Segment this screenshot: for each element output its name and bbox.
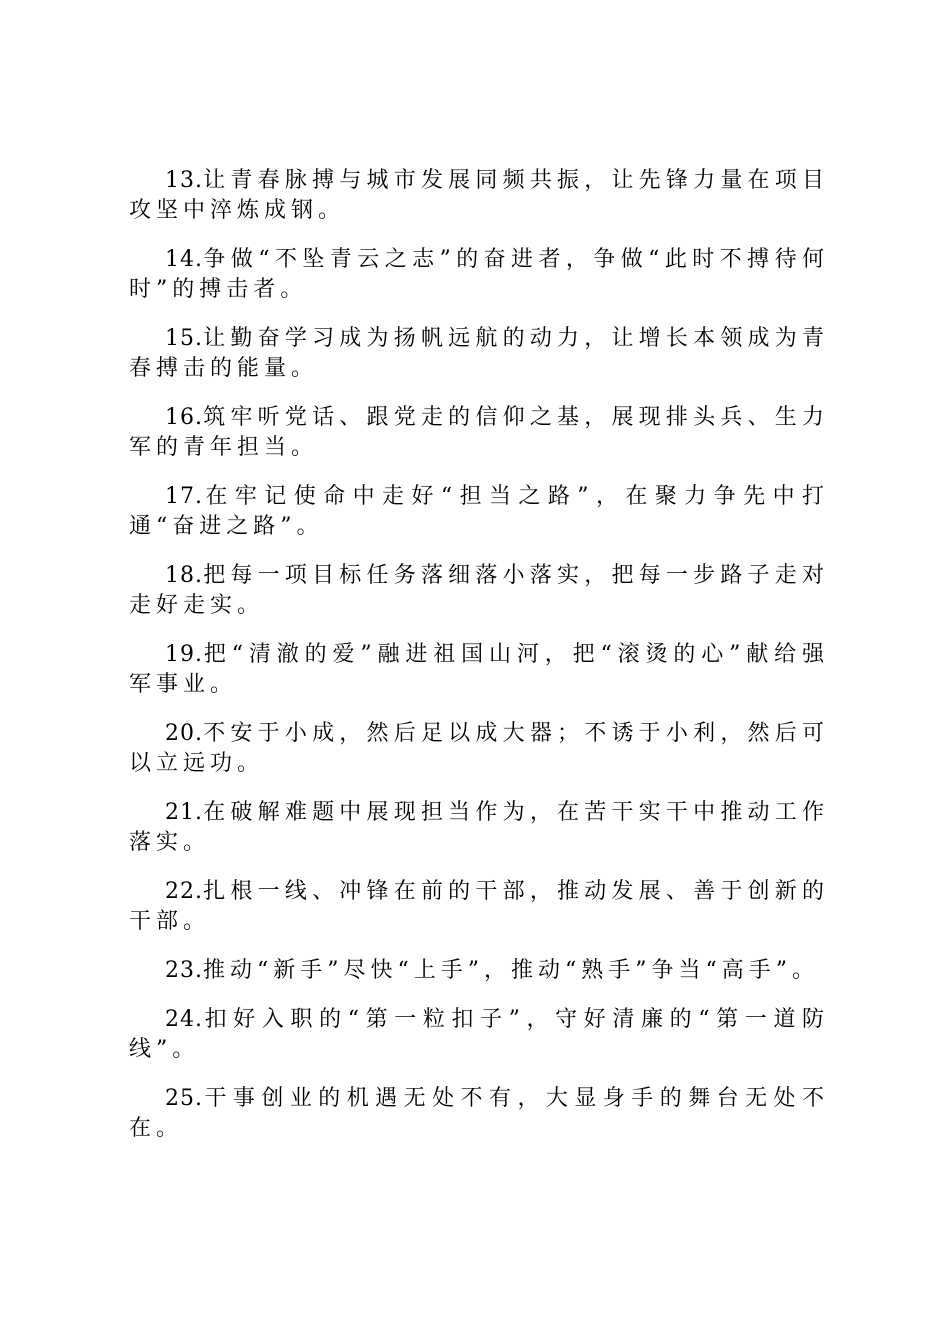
item-text: 干事创业的机遇无处不有，大显身手的舞台无处不在。 bbox=[129, 1086, 829, 1141]
item-text: 让青春脉搏与城市发展同频共振，让先锋力量在项目攻坚中淬炼成钢。 bbox=[129, 168, 829, 223]
item-text: 把“清澈的爱”融进祖国山河，把“滚烫的心”献给强军事业。 bbox=[129, 642, 829, 697]
list-item bbox=[129, 403, 829, 463]
list-item bbox=[129, 1084, 829, 1144]
list-item bbox=[129, 956, 829, 986]
list-item bbox=[129, 1005, 829, 1065]
item-number: 23. bbox=[165, 958, 203, 983]
item-number: 20. bbox=[165, 721, 203, 746]
list-item bbox=[129, 324, 829, 384]
item-text: 扣好入职的“第一粒扣子”，守好清廉的“第一道防线”。 bbox=[129, 1007, 829, 1062]
list-item bbox=[129, 640, 829, 700]
item-text: 在牢记使命中走好“担当之路”，在聚力争先中打通“奋进之路”。 bbox=[129, 484, 829, 539]
list-item bbox=[129, 482, 829, 542]
item-text: 在破解难题中展现担当作为，在苦干实干中推动工作落实。 bbox=[129, 800, 829, 855]
item-text: 让勤奋学习成为扬帆远航的动力，让增长本领成为青春搏击的能量。 bbox=[129, 326, 829, 381]
item-text: 把每一项目标任务落细落小落实，把每一步路子走对走好走实。 bbox=[129, 563, 829, 618]
list-item bbox=[129, 166, 829, 226]
item-text: 推动“新手”尽快“上手”，推动“熟手”争当“高手”。 bbox=[203, 958, 819, 983]
list-item bbox=[129, 877, 829, 937]
item-number: 21. bbox=[165, 800, 203, 825]
item-number: 19. bbox=[165, 642, 203, 667]
item-text: 筑牢听党话、跟党走的信仰之基，展现排头兵、生力军的青年担当。 bbox=[129, 405, 829, 460]
item-text: 扎根一线、冲锋在前的干部，推动发展、善于创新的干部。 bbox=[129, 879, 829, 934]
document-body bbox=[129, 166, 829, 1163]
item-text: 不安于小成，然后足以成大器；不诱于小利，然后可以立远功。 bbox=[129, 721, 829, 776]
item-number: 22. bbox=[165, 879, 203, 904]
list-item bbox=[129, 245, 829, 305]
item-number: 14. bbox=[165, 247, 203, 272]
list-item bbox=[129, 798, 829, 858]
item-number: 16. bbox=[165, 405, 203, 430]
item-text: 争做“不坠青云之志”的奋进者，争做“此时不搏待何时”的搏击者。 bbox=[129, 247, 829, 302]
item-number: 17. bbox=[165, 484, 203, 509]
list-item bbox=[129, 561, 829, 621]
list-item bbox=[129, 719, 829, 779]
item-number: 18. bbox=[165, 563, 203, 588]
item-number: 15. bbox=[165, 326, 203, 351]
item-number: 24. bbox=[165, 1007, 203, 1032]
item-number: 25. bbox=[165, 1086, 203, 1111]
item-number: 13. bbox=[165, 168, 203, 193]
